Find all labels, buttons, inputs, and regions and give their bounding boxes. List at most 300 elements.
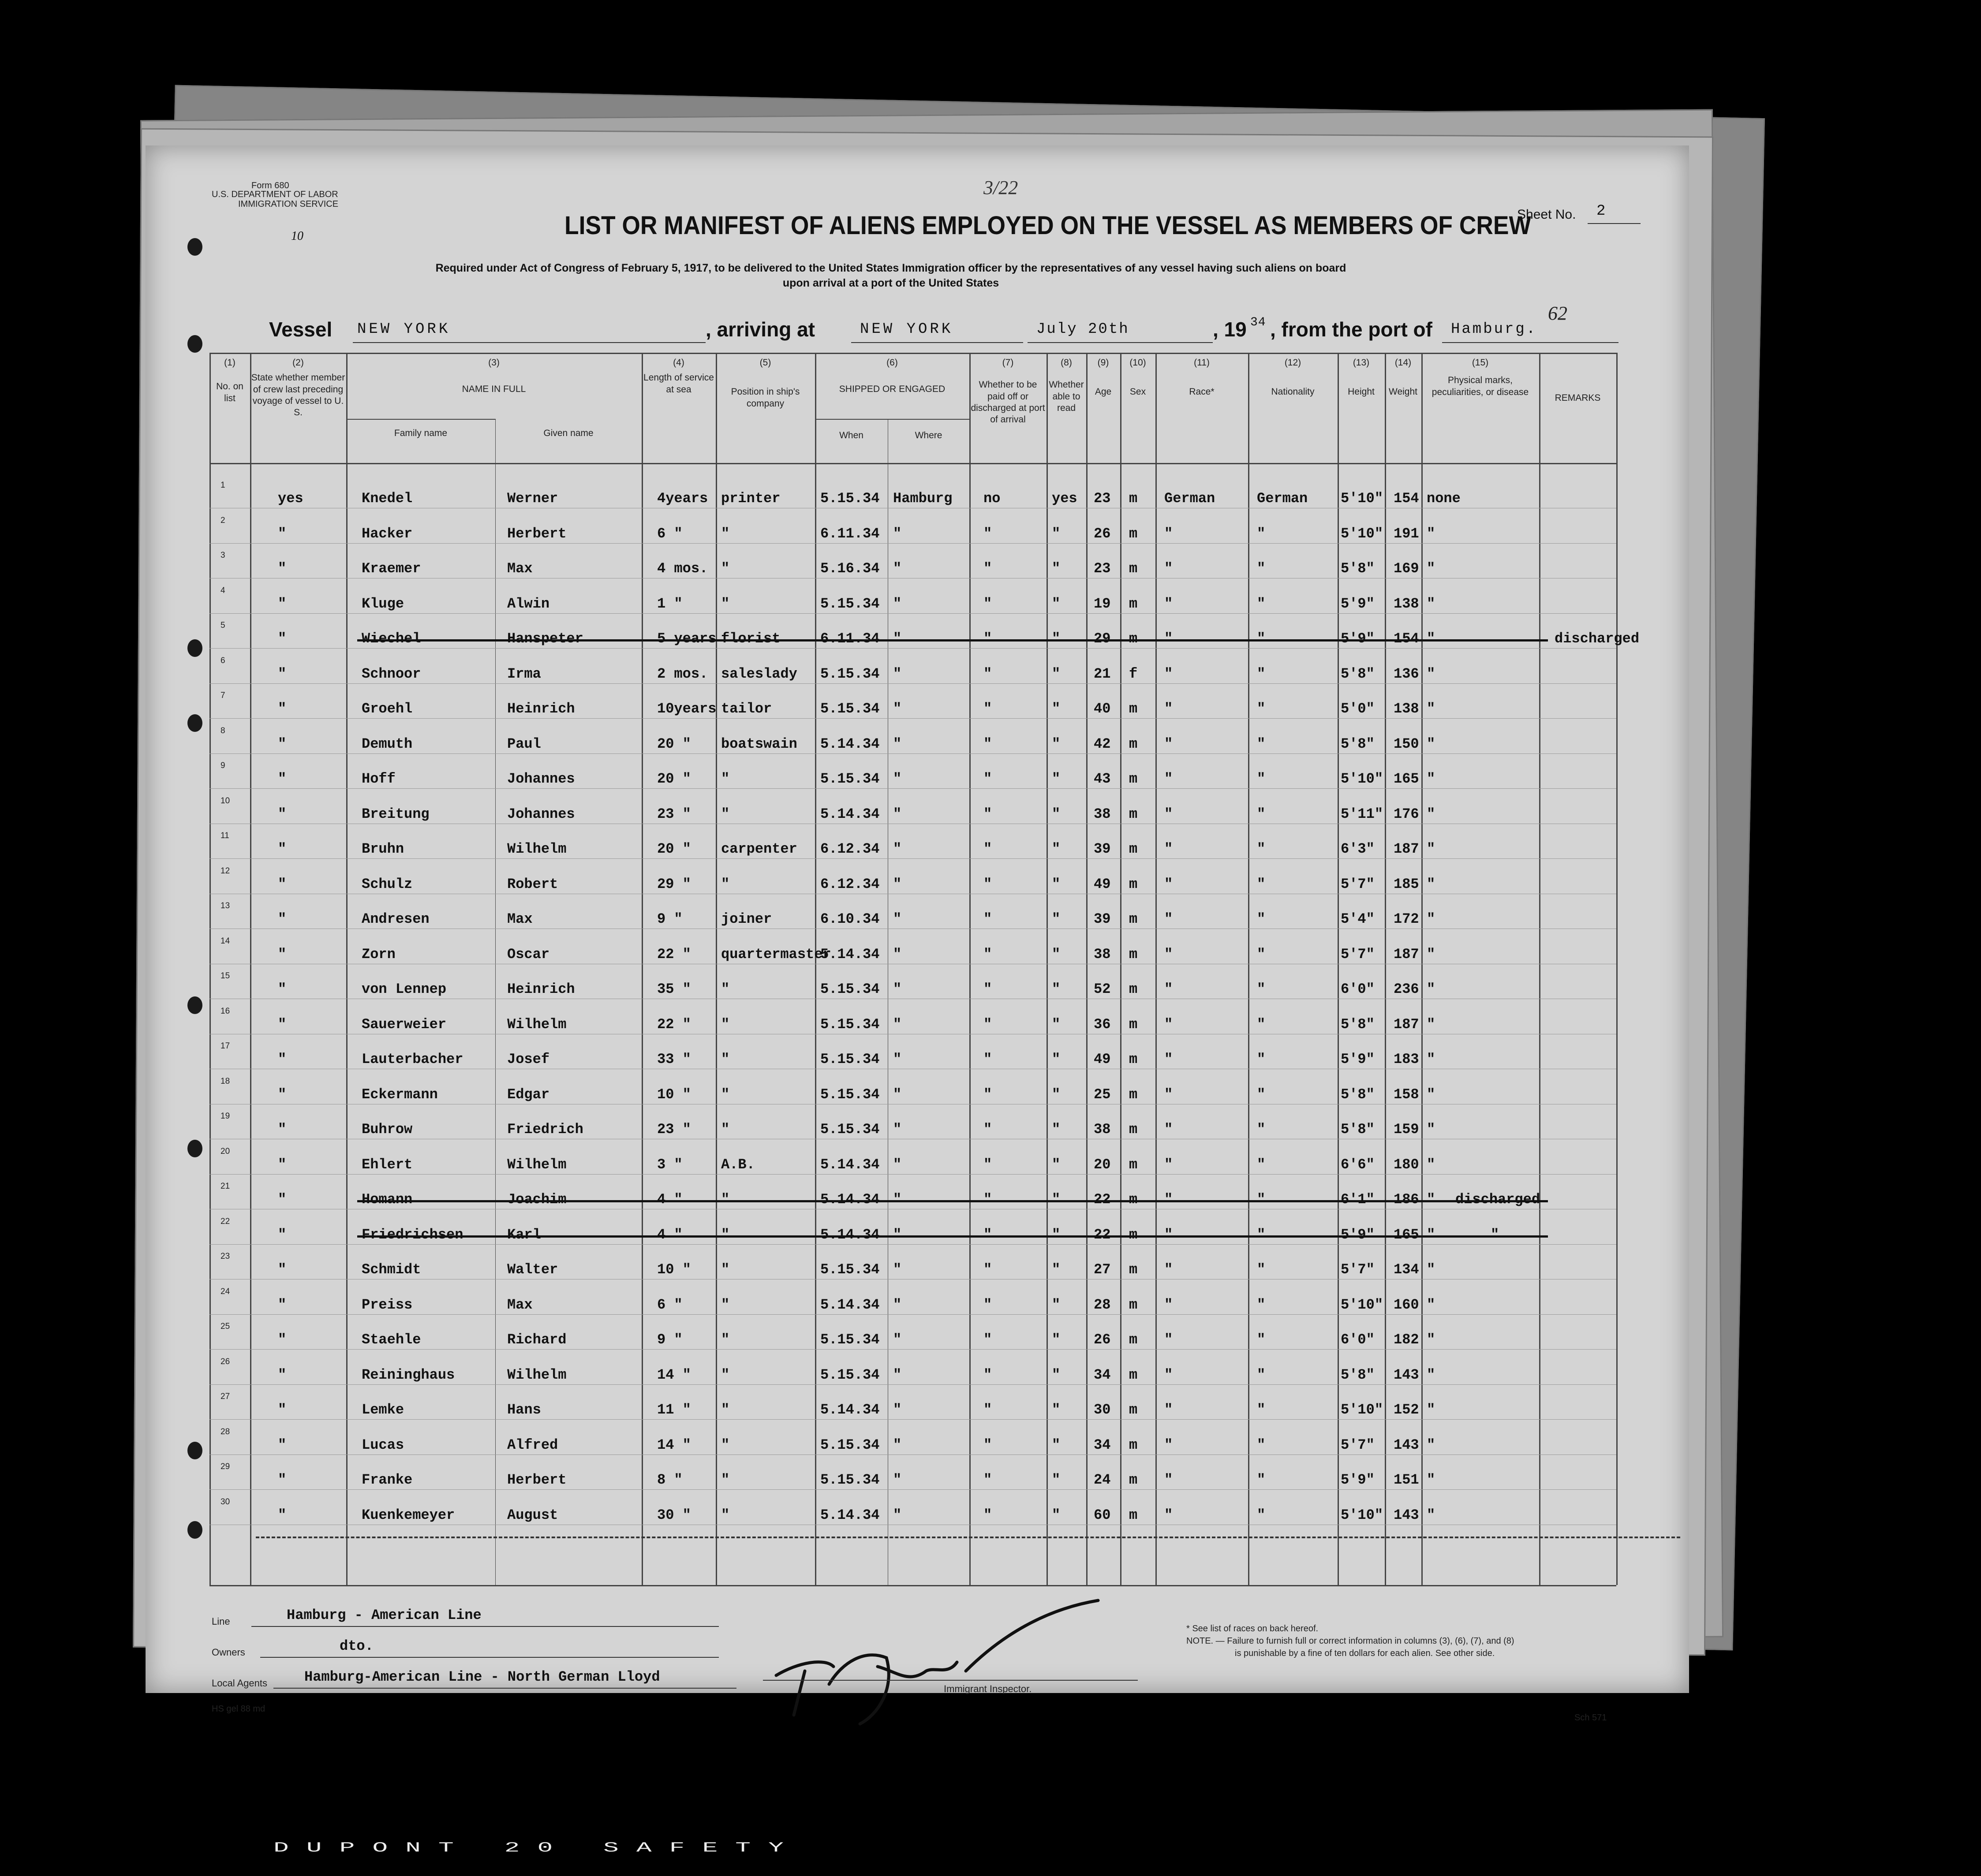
col-header-when: When [839, 430, 863, 440]
nationality-cell: " [1257, 1051, 1266, 1067]
nationality-cell: " [1257, 1366, 1266, 1383]
height-cell: 5'10" [1341, 1296, 1383, 1313]
arriving-port: NEW YORK [860, 321, 953, 338]
weight-cell: 143 [1394, 1436, 1419, 1453]
height-cell: 5'10" [1341, 490, 1383, 507]
col-number: (8) [1061, 358, 1072, 368]
given-name-cell: Josef [507, 1051, 550, 1067]
department-line: U.S. DEPARTMENT OF LABOR [212, 190, 338, 199]
shipped-when-cell: 6.11.34 [820, 525, 880, 542]
position-cell: " [721, 1016, 730, 1033]
given-name-cell: Alwin [507, 595, 550, 612]
race-cell: " [1164, 665, 1173, 682]
position-cell: " [721, 1121, 730, 1138]
subtitle-line: upon arrival at a port of the United States [782, 276, 999, 289]
physical-marks-cell: " [1427, 1156, 1435, 1173]
nationality-cell: " [1257, 1296, 1266, 1313]
race-cell: " [1164, 1121, 1173, 1138]
prev-voyage-cell: " [278, 1331, 287, 1348]
given-name-cell: Werner [507, 490, 558, 507]
nationality-cell: " [1257, 1226, 1266, 1243]
sex-cell: m [1129, 525, 1138, 542]
able-to-read-cell: " [1052, 1366, 1061, 1383]
able-to-read-cell: " [1052, 1016, 1061, 1033]
col-header-name: NAME IN FULL [462, 384, 526, 395]
service-length-cell: 9 " [657, 1331, 683, 1348]
row-number: 19 [221, 1111, 230, 1121]
col-number: (7) [1002, 358, 1014, 368]
age-cell: 27 [1094, 1261, 1111, 1278]
sex-cell: m [1129, 771, 1138, 787]
able-to-read-cell: " [1052, 595, 1061, 612]
sheet-number: 2 [1596, 203, 1606, 220]
strikethrough-line [357, 1235, 1548, 1238]
weight-cell: 182 [1394, 1331, 1419, 1348]
given-name-cell: Max [507, 560, 533, 577]
family-name-cell: Wiechel [362, 630, 421, 647]
paid-off-cell: " [983, 1472, 992, 1488]
family-name-cell: Groehl [362, 701, 413, 717]
prev-voyage-cell: " [278, 595, 287, 612]
row-number: 2 [221, 515, 225, 525]
row-rule [209, 648, 1616, 649]
paid-off-cell: " [983, 981, 992, 997]
col-header-physical-marks: Physical marks, peculiarities, or disease [1432, 375, 1529, 397]
shipped-where-cell: " [893, 1436, 902, 1453]
able-to-read-cell: " [1052, 525, 1061, 542]
weight-cell: 143 [1394, 1366, 1419, 1383]
age-cell: 22 [1094, 1226, 1111, 1243]
able-to-read-cell: " [1052, 1261, 1061, 1278]
nationality-cell: " [1257, 946, 1266, 962]
row-rule [209, 858, 1616, 859]
age-cell: 24 [1094, 1472, 1111, 1488]
physical-marks-cell: " [1427, 876, 1435, 892]
weight-cell: 138 [1394, 595, 1419, 612]
col-header-sex: Sex [1129, 387, 1146, 397]
paid-off-cell: " [983, 1436, 992, 1453]
weight-cell: 159 [1394, 1121, 1419, 1138]
from-label: , from the port of [1270, 318, 1432, 341]
physical-marks-cell: " [1427, 1016, 1435, 1033]
shipped-where-cell: " [893, 665, 902, 682]
shipped-where-cell: " [893, 630, 902, 647]
physical-marks-cell: " [1427, 981, 1435, 997]
shipped-when-cell: 5.14.34 [820, 1402, 880, 1418]
col-number: (6) [886, 358, 898, 368]
prev-voyage-cell: " [278, 1156, 287, 1173]
given-name-cell: Robert [507, 876, 558, 892]
paid-off-cell: " [983, 1121, 992, 1138]
position-cell: " [721, 1472, 730, 1488]
grid-line [1539, 353, 1540, 1585]
row-number: 7 [221, 691, 225, 700]
grid-line [969, 353, 971, 1585]
physical-marks-cell: " [1427, 701, 1435, 717]
service-length-cell: 9 " [657, 911, 683, 927]
physical-marks-cell: " [1427, 630, 1435, 647]
weight-cell: 176 [1394, 806, 1419, 822]
height-cell: 5'8" [1341, 665, 1375, 682]
punch-hole [187, 238, 202, 256]
height-cell: 5'0" [1341, 701, 1375, 717]
sex-cell: m [1129, 1507, 1138, 1523]
given-name-cell: Heinrich [507, 981, 575, 997]
print-code: HS gel 88 md [212, 1704, 265, 1714]
able-to-read-cell: " [1052, 1331, 1061, 1348]
age-cell: 19 [1094, 595, 1111, 612]
grid-line [642, 353, 643, 1585]
owners-value: dto. [340, 1638, 374, 1654]
shipped-where-cell: " [893, 735, 902, 752]
height-cell: 5'10" [1341, 1507, 1383, 1523]
col-header-weight: Weight [1389, 387, 1417, 397]
paid-off-cell: " [983, 560, 992, 577]
owners-label: Owners [212, 1647, 245, 1658]
physical-marks-cell: none [1427, 490, 1461, 507]
position-cell: " [721, 1331, 730, 1348]
prev-voyage-cell: " [278, 735, 287, 752]
shipped-where-cell: " [893, 841, 902, 857]
age-cell: 42 [1094, 735, 1111, 752]
col-header-shipped: SHIPPED OR ENGAGED [839, 384, 946, 395]
shipped-where-cell: " [893, 1402, 902, 1418]
grid-line [250, 353, 251, 1585]
age-cell: 38 [1094, 1121, 1111, 1138]
able-to-read-cell: yes [1052, 490, 1077, 507]
able-to-read-cell: " [1052, 701, 1061, 717]
race-cell: " [1164, 1296, 1173, 1313]
shipped-when-cell: 5.15.34 [820, 1436, 880, 1453]
paid-off-cell: " [983, 771, 992, 787]
physical-marks-cell: " [1427, 841, 1435, 857]
prev-voyage-cell: " [278, 630, 287, 647]
weight-cell: 138 [1394, 701, 1419, 717]
sex-cell: m [1129, 595, 1138, 612]
race-cell: " [1164, 1086, 1173, 1103]
height-cell: 5'4" [1341, 911, 1375, 927]
physical-marks-cell: " [1427, 1436, 1435, 1453]
position-cell: " [721, 560, 730, 577]
nationality-cell: " [1257, 1402, 1266, 1418]
service-length-cell: 4 " [657, 1191, 683, 1208]
family-name-cell: Kluge [362, 595, 404, 612]
sex-cell: m [1129, 1016, 1138, 1033]
given-name-cell: Wilhelm [507, 1016, 567, 1033]
shipped-where-cell: " [893, 525, 902, 542]
given-name-cell: Heinrich [507, 701, 575, 717]
weight-cell: 158 [1394, 1086, 1419, 1103]
given-name-cell: Hans [507, 1402, 541, 1418]
inspector-signature [763, 1583, 1160, 1733]
shipped-where-cell: " [893, 806, 902, 822]
family-name-cell: Demuth [362, 735, 413, 752]
family-name-cell: Lauterbacher [362, 1051, 463, 1067]
family-name-cell: Eckermann [362, 1086, 438, 1103]
given-name-cell: Walter [507, 1261, 558, 1278]
sex-cell: m [1129, 630, 1138, 647]
shipped-where-cell: " [893, 1261, 902, 1278]
given-name-cell: Hanspeter [507, 630, 583, 647]
position-cell: " [721, 876, 730, 892]
row-rule [209, 1419, 1616, 1420]
height-cell: 5'9" [1341, 1226, 1375, 1243]
height-cell: 5'9" [1341, 1472, 1375, 1488]
race-cell: " [1164, 630, 1173, 647]
race-cell: " [1164, 946, 1173, 962]
shipped-where-cell: " [893, 1191, 902, 1208]
service-length-cell: 10years [657, 701, 717, 717]
sex-cell: m [1129, 1226, 1138, 1243]
shipped-where-cell: " [893, 1507, 902, 1523]
sex-cell: m [1129, 1121, 1138, 1138]
service-length-cell: 5 years [657, 630, 717, 647]
grid-line [1385, 353, 1386, 1585]
given-name-cell: Herbert [507, 1472, 567, 1488]
nationality-cell: " [1257, 1436, 1266, 1453]
race-cell: " [1164, 911, 1173, 927]
sex-cell: m [1129, 1366, 1138, 1383]
shipped-when-cell: 5.14.34 [820, 1191, 880, 1208]
able-to-read-cell: " [1052, 1156, 1061, 1173]
family-name-cell: Kraemer [362, 560, 421, 577]
height-cell: 5'8" [1341, 560, 1375, 577]
col-header-age: Age [1095, 387, 1112, 397]
prev-voyage-cell: " [278, 560, 287, 577]
vessel-label: Vessel [269, 318, 333, 341]
height-cell: 5'7" [1341, 1261, 1375, 1278]
shipped-where-cell: " [893, 1296, 902, 1313]
physical-marks-cell: " [1427, 1472, 1435, 1488]
row-rule [209, 683, 1616, 684]
row-number: 23 [221, 1252, 230, 1261]
row-number: 18 [221, 1076, 230, 1086]
shipped-when-cell: 5.15.34 [820, 1051, 880, 1067]
sex-cell: m [1129, 911, 1138, 927]
race-cell: " [1164, 1331, 1173, 1348]
weight-cell: 187 [1394, 946, 1419, 962]
weight-cell: 152 [1394, 1402, 1419, 1418]
col-number: (4) [673, 358, 684, 368]
paid-off-cell: " [983, 946, 992, 962]
weight-cell: 186 [1394, 1191, 1419, 1208]
service-length-cell: 23 " [657, 806, 691, 822]
race-cell: " [1164, 806, 1173, 822]
shipped-when-cell: 5.15.34 [820, 701, 880, 717]
shipped-when-cell: 6.11.34 [820, 630, 880, 647]
service-length-cell: 14 " [657, 1436, 691, 1453]
service-length-cell: 29 " [657, 876, 691, 892]
family-name-cell: Preiss [362, 1296, 413, 1313]
position-cell: " [721, 1436, 730, 1453]
physical-marks-cell: " [1427, 1366, 1435, 1383]
weight-cell: 165 [1394, 771, 1419, 787]
service-length-cell: 4 mos. [657, 560, 708, 577]
able-to-read-cell: " [1052, 1226, 1061, 1243]
race-cell: " [1164, 876, 1173, 892]
position-cell: " [721, 1366, 730, 1383]
col-number: (11) [1194, 358, 1210, 368]
nationality-cell: " [1257, 1191, 1266, 1208]
able-to-read-cell: " [1052, 911, 1061, 927]
nationality-cell: " [1257, 911, 1266, 927]
shipped-when-cell: 5.15.34 [820, 1331, 880, 1348]
col-number: (2) [292, 358, 304, 368]
penalty-note-line2: is punishable by a fine of ten dollars for each alien. See other side. [1235, 1648, 1495, 1658]
sex-cell: m [1129, 1156, 1138, 1173]
grid-line [815, 353, 816, 1585]
row-rule [209, 1174, 1616, 1175]
shipped-where-cell: " [893, 701, 902, 717]
able-to-read-cell: " [1052, 1436, 1061, 1453]
paid-off-cell: " [983, 595, 992, 612]
service-length-cell: 4 " [657, 1226, 683, 1243]
col-header-prev-voyage: State whether member of crew last preceding voyage of vessel to U. S. [251, 373, 345, 418]
race-cell: " [1164, 735, 1173, 752]
grid-line [1248, 353, 1249, 1585]
given-name-cell: Wilhelm [507, 841, 567, 857]
shipped-where-cell: " [893, 876, 902, 892]
service-length-cell: 11 " [657, 1402, 691, 1418]
sex-cell: m [1129, 841, 1138, 857]
paid-off-cell: " [983, 1016, 992, 1033]
able-to-read-cell: " [1052, 1507, 1061, 1523]
row-number: 16 [221, 1006, 230, 1016]
nationality-cell: " [1257, 771, 1266, 787]
page-mark: 62 [1548, 302, 1567, 324]
row-number: 12 [221, 866, 230, 876]
shipped-when-cell: 5.15.34 [820, 1086, 880, 1103]
row-number: 30 [221, 1497, 230, 1507]
family-name-cell: Kuenkemeyer [362, 1507, 455, 1523]
able-to-read-cell: " [1052, 981, 1061, 997]
family-name-cell: Bruhn [362, 841, 404, 857]
row-rule [209, 1489, 1616, 1490]
row-number: 4 [221, 586, 225, 595]
shipped-when-cell: 5.15.34 [820, 1472, 880, 1488]
sex-cell: m [1129, 946, 1138, 962]
weight-cell: 136 [1394, 665, 1419, 682]
shipped-where-cell: Hamburg [893, 490, 953, 507]
service-length-cell: 20 " [657, 771, 691, 787]
family-name-cell: Andresen [362, 911, 430, 927]
shipped-where-cell: " [893, 981, 902, 997]
position-cell: " [721, 1402, 730, 1418]
paid-off-cell: " [983, 1507, 992, 1523]
physical-marks-cell: " [1427, 1226, 1435, 1243]
age-cell: 20 [1094, 1156, 1111, 1173]
family-name-cell: Breitung [362, 806, 430, 822]
row-rule [209, 1244, 1616, 1245]
row-number: 6 [221, 656, 225, 665]
height-cell: 5'8" [1341, 1016, 1375, 1033]
physical-marks-cell: " [1427, 560, 1435, 577]
family-name-cell: Lemke [362, 1402, 404, 1418]
col-header-remarks: REMARKS [1555, 393, 1601, 403]
service-length-cell: 6 " [657, 1296, 683, 1313]
sex-cell: m [1129, 981, 1138, 997]
position-cell: carpenter [721, 841, 797, 857]
sex-cell: m [1129, 1472, 1138, 1488]
physical-marks-cell: " [1427, 1121, 1435, 1138]
given-name-cell: Herbert [507, 525, 567, 542]
paid-off-cell: " [983, 525, 992, 542]
given-name-cell: Alfred [507, 1436, 558, 1453]
sheet-label: Sheet No. [1517, 207, 1576, 222]
sex-cell: m [1129, 490, 1138, 507]
age-cell: 52 [1094, 981, 1111, 997]
weight-cell: 187 [1394, 1016, 1419, 1033]
sex-cell: m [1129, 701, 1138, 717]
race-cell: " [1164, 560, 1173, 577]
paid-off-cell: " [983, 1331, 992, 1348]
nationality-cell: " [1257, 1121, 1266, 1138]
col-header-service: Length of service at sea [643, 373, 714, 395]
family-name-cell: Knedel [362, 490, 413, 507]
race-cell: " [1164, 595, 1173, 612]
nationality-cell: " [1257, 1086, 1266, 1103]
grid-line [1047, 353, 1048, 1585]
header-bottom-border [209, 463, 1616, 464]
shipped-when-cell: 5.14.34 [820, 1507, 880, 1523]
age-cell: 21 [1094, 665, 1111, 682]
physical-marks-cell: " [1427, 665, 1435, 682]
row-number: 27 [221, 1392, 230, 1401]
col-header-family: Family name [394, 428, 448, 438]
races-note: * See list of races on back hereof. [1186, 1624, 1319, 1634]
height-cell: 5'10" [1341, 525, 1383, 542]
given-name-cell: Irma [507, 665, 541, 682]
paid-off-cell: " [983, 806, 992, 822]
row-number: 24 [221, 1287, 230, 1296]
shipped-when-cell: 5.15.34 [820, 1366, 880, 1383]
col-header-given: Given name [543, 428, 594, 438]
race-cell: " [1164, 771, 1173, 787]
prev-voyage-cell: " [278, 1472, 287, 1488]
age-cell: 39 [1094, 841, 1111, 857]
row-rule [209, 718, 1616, 719]
able-to-read-cell: " [1052, 630, 1061, 647]
row-number: 8 [221, 726, 225, 735]
grid-line [1338, 353, 1339, 1585]
able-to-read-cell: " [1052, 735, 1061, 752]
family-name-cell: Hacker [362, 525, 413, 542]
physical-marks-cell: " [1427, 525, 1435, 542]
paid-off-cell: " [983, 701, 992, 717]
shipped-when-cell: 5.14.34 [820, 806, 880, 822]
arrival-date: July 20th [1036, 321, 1129, 338]
physical-marks-cell: " [1427, 946, 1435, 962]
shipped-when-cell: 5.15.34 [820, 595, 880, 612]
paid-off-cell: " [983, 665, 992, 682]
nationality-cell: " [1257, 630, 1266, 647]
row-number: 26 [221, 1357, 230, 1366]
age-cell: 26 [1094, 1331, 1111, 1348]
position-cell: saleslady [721, 665, 797, 682]
nationality-cell: " [1257, 1472, 1266, 1488]
shipped-where-cell: " [893, 1121, 902, 1138]
race-cell: " [1164, 1156, 1173, 1173]
grid-line [1421, 353, 1423, 1585]
able-to-read-cell: " [1052, 1191, 1061, 1208]
weight-cell: 180 [1394, 1156, 1419, 1173]
paid-off-cell: " [983, 1226, 992, 1243]
nationality-cell: " [1257, 1331, 1266, 1348]
family-name-cell: Schnoor [362, 665, 421, 682]
position-cell: " [721, 525, 730, 542]
punch-hole [187, 1442, 202, 1459]
film-edge-text: DUPONT 20 SAFETY [273, 1840, 801, 1856]
